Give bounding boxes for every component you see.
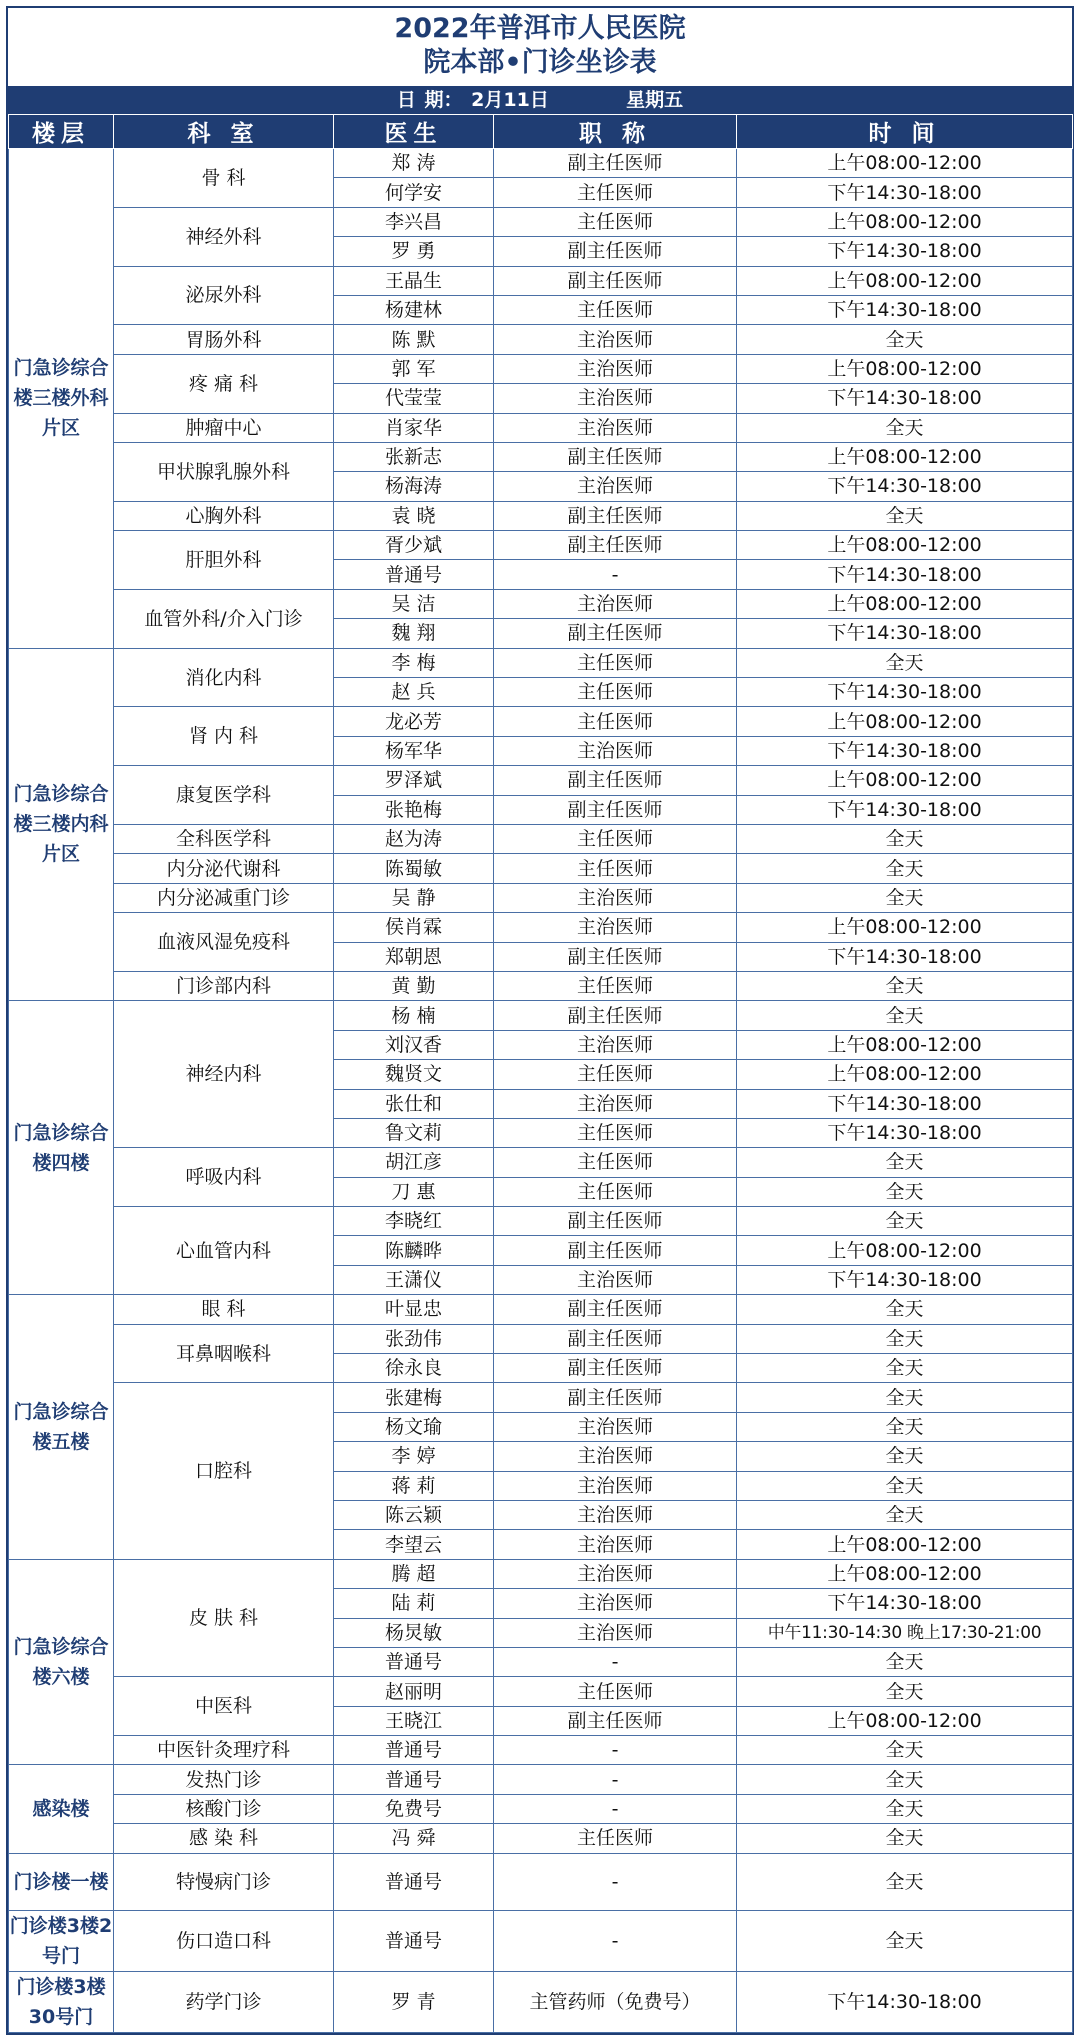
- doctor-cell: 张劲伟: [334, 1324, 494, 1353]
- time-cell: 全天: [737, 325, 1073, 354]
- doctor-cell: 王潇仪: [334, 1265, 494, 1294]
- title-cell: 副主任医师: [494, 942, 737, 971]
- title-cell: 主任医师: [494, 824, 737, 853]
- time-cell: 全天: [737, 1001, 1073, 1030]
- title-cell: 副主任医师: [494, 1236, 737, 1265]
- dept-cell: 核酸门诊: [114, 1794, 334, 1823]
- page-title: 2022年普洱市人民医院: [394, 13, 686, 44]
- title-cell: 副主任医师: [494, 149, 737, 178]
- doctor-cell: 张建梅: [334, 1383, 494, 1412]
- title-cell: 主任医师: [494, 1060, 737, 1089]
- title-cell: 主治医师: [494, 1412, 737, 1441]
- dept-cell: 康复医学科: [114, 766, 334, 825]
- weekday: 星期五: [626, 89, 684, 111]
- title-cell: 副主任医师: [494, 442, 737, 471]
- title-cell: 主任医师: [494, 178, 737, 207]
- time-cell: 全天: [737, 1824, 1073, 1853]
- doctor-cell: 普通号: [334, 1647, 494, 1676]
- time-cell: 上午08:00-12:00: [737, 531, 1073, 560]
- doctor-cell: 普通号: [334, 1765, 494, 1794]
- doctor-cell: 杨海涛: [334, 472, 494, 501]
- title-cell: 副主任医师: [494, 1383, 737, 1412]
- title-cell: -: [494, 1853, 737, 1910]
- doctor-cell: 鲁文莉: [334, 1118, 494, 1147]
- title-cell: 副主任医师: [494, 501, 737, 530]
- col-header-time: 时 间: [737, 115, 1073, 149]
- dept-cell: 耳鼻咽喉科: [114, 1324, 334, 1383]
- doctor-cell: 杨炅敏: [334, 1618, 494, 1647]
- title-cell: 副主任医师: [494, 1295, 737, 1324]
- title-cell: 副主任医师: [494, 795, 737, 824]
- title-cell: 主治医师: [494, 1500, 737, 1529]
- time-cell: 全天: [737, 413, 1073, 442]
- table-row: [9, 1677, 1073, 1706]
- time-cell: 全天: [737, 854, 1073, 883]
- doctor-cell: 王晓江: [334, 1706, 494, 1735]
- dept-cell: 中医针灸理疗科: [114, 1736, 334, 1765]
- title-cell: 副主任医师: [494, 1207, 737, 1236]
- table-row: [9, 501, 1073, 530]
- schedule-sheet: [6, 6, 1074, 2035]
- time-cell: 全天: [737, 1442, 1073, 1471]
- doctor-cell: 腾 超: [334, 1559, 494, 1588]
- title-cell: 主治医师: [494, 413, 737, 442]
- dept-cell: 伤口造口科: [114, 1910, 334, 1971]
- page-subtitle: 院本部•门诊坐诊表: [423, 47, 657, 78]
- floor-cell: 门急诊综合楼三楼外科片区: [9, 149, 114, 649]
- dept-cell: 甲状腺乳腺外科: [114, 442, 334, 501]
- doctor-cell: 普通号: [334, 1910, 494, 1971]
- time-cell: 全天: [737, 648, 1073, 677]
- title-cell: -: [494, 1736, 737, 1765]
- dept-cell: 全科医学科: [114, 824, 334, 853]
- dept-cell: 神经外科: [114, 207, 334, 266]
- table-row: [9, 1148, 1073, 1177]
- title-cell: 主治医师: [494, 913, 737, 942]
- title-cell: 主治医师: [494, 1089, 737, 1118]
- time-cell: 全天: [737, 1148, 1073, 1177]
- doctor-cell: 黄 勤: [334, 971, 494, 1000]
- dept-cell: 疼 痛 科: [114, 354, 334, 413]
- time-cell: 下午14:30-18:00: [737, 736, 1073, 765]
- table-row: [9, 883, 1073, 912]
- table-row: [9, 913, 1073, 942]
- doctor-cell: 普通号: [334, 1736, 494, 1765]
- doctor-cell: 袁 晓: [334, 501, 494, 530]
- doctor-cell: 普通号: [334, 1853, 494, 1910]
- table-row: [9, 1765, 1073, 1794]
- time-cell: 下午14:30-18:00: [737, 560, 1073, 589]
- time-cell: 全天: [737, 1207, 1073, 1236]
- doctor-cell: 赵 兵: [334, 678, 494, 707]
- time-cell: 下午14:30-18:00: [737, 178, 1073, 207]
- title-cell: 主治医师: [494, 384, 737, 413]
- time-cell: 下午14:30-18:00: [737, 472, 1073, 501]
- time-cell: 上午08:00-12:00: [737, 1530, 1073, 1559]
- floor-cell: 门急诊综合楼六楼: [9, 1559, 114, 1765]
- doctor-cell: 刀 惠: [334, 1177, 494, 1206]
- dept-cell: 呼吸内科: [114, 1148, 334, 1207]
- doctor-cell: 胥少斌: [334, 531, 494, 560]
- title-cell: 主治医师: [494, 589, 737, 618]
- table-row: [9, 1853, 1073, 1910]
- title-cell: 主治医师: [494, 354, 737, 383]
- dept-cell: 骨 科: [114, 149, 334, 208]
- table-row: [9, 1324, 1073, 1353]
- table-row: [9, 648, 1073, 677]
- table-row: [9, 1824, 1073, 1853]
- doctor-cell: 普通号: [334, 560, 494, 589]
- title-cell: 主治医师: [494, 472, 737, 501]
- doctor-cell: 冯 舜: [334, 1824, 494, 1853]
- time-cell: 上午08:00-12:00: [737, 1030, 1073, 1059]
- doctor-cell: 郑 涛: [334, 149, 494, 178]
- doctor-cell: 何学安: [334, 178, 494, 207]
- doctor-cell: 侯肖霖: [334, 913, 494, 942]
- title-cell: 主任医师: [494, 648, 737, 677]
- dept-cell: 感 染 科: [114, 1824, 334, 1853]
- schedule-table: [8, 114, 1073, 2033]
- time-cell: 下午14:30-18:00: [737, 1089, 1073, 1118]
- floor-cell: 门急诊综合楼四楼: [9, 1001, 114, 1295]
- doctor-cell: 李兴昌: [334, 207, 494, 236]
- title-cell: 副主任医师: [494, 1324, 737, 1353]
- dept-cell: 心血管内科: [114, 1207, 334, 1295]
- title-cell: 主治医师: [494, 1471, 737, 1500]
- dept-cell: 消化内科: [114, 648, 334, 707]
- doctor-cell: 陈蜀敏: [334, 854, 494, 883]
- doctor-cell: 杨军华: [334, 736, 494, 765]
- schedule-body: [9, 149, 1073, 2033]
- doctor-cell: 李望云: [334, 1530, 494, 1559]
- dept-cell: 特慢病门诊: [114, 1853, 334, 1910]
- table-row: [9, 1001, 1073, 1030]
- floor-cell: 门诊楼3楼30号门: [9, 1971, 114, 2032]
- dept-cell: 药学门诊: [114, 1971, 334, 2032]
- title-cell: 副主任医师: [494, 1001, 737, 1030]
- time-cell: 全天: [737, 1910, 1073, 1971]
- doctor-cell: 魏贤文: [334, 1060, 494, 1089]
- doctor-cell: 杨建林: [334, 295, 494, 324]
- time-cell: 全天: [737, 1647, 1073, 1676]
- dept-cell: 肿瘤中心: [114, 413, 334, 442]
- doctor-cell: 王晶生: [334, 266, 494, 295]
- title-cell: -: [494, 560, 737, 589]
- doctor-cell: 刘汉香: [334, 1030, 494, 1059]
- time-cell: 下午14:30-18:00: [737, 237, 1073, 266]
- title-cell: 主治医师: [494, 1559, 737, 1588]
- title-cell: 主任医师: [494, 295, 737, 324]
- doctor-cell: 赵丽明: [334, 1677, 494, 1706]
- title-cell: 副主任医师: [494, 766, 737, 795]
- table-row: [9, 1736, 1073, 1765]
- title-cell: 副主任医师: [494, 619, 737, 648]
- dept-cell: 肾 内 科: [114, 707, 334, 766]
- table-row: [9, 971, 1073, 1000]
- table-row: [9, 1383, 1073, 1412]
- dept-cell: 门诊部内科: [114, 971, 334, 1000]
- table-row: [9, 354, 1073, 383]
- title-cell: 主任医师: [494, 707, 737, 736]
- title-cell: 主治医师: [494, 883, 737, 912]
- title-cell: 副主任医师: [494, 531, 737, 560]
- doctor-cell: 代莹莹: [334, 384, 494, 413]
- time-cell: 下午14:30-18:00: [737, 1118, 1073, 1147]
- table-row: [9, 531, 1073, 560]
- col-header-dept: 科 室: [114, 115, 334, 149]
- time-cell: 上午08:00-12:00: [737, 354, 1073, 383]
- title-cell: 主任医师: [494, 854, 737, 883]
- title-cell: 副主任医师: [494, 266, 737, 295]
- time-cell: 中午11:30-14:30 晚上17:30-21:00: [737, 1618, 1073, 1647]
- dept-cell: 血管外科/介入门诊: [114, 589, 334, 648]
- title-cell: 主治医师: [494, 1530, 737, 1559]
- title-cell: 副主任医师: [494, 1354, 737, 1383]
- doctor-cell: 李 梅: [334, 648, 494, 677]
- time-cell: 全天: [737, 1324, 1073, 1353]
- time-cell: 上午08:00-12:00: [737, 913, 1073, 942]
- doctor-cell: 吴 洁: [334, 589, 494, 618]
- title-cell: -: [494, 1647, 737, 1676]
- dept-cell: 发热门诊: [114, 1765, 334, 1794]
- doctor-cell: 陈云颖: [334, 1500, 494, 1529]
- doctor-cell: 罗 勇: [334, 237, 494, 266]
- doctor-cell: 张新志: [334, 442, 494, 471]
- time-cell: 全天: [737, 1765, 1073, 1794]
- date-bar: [8, 86, 1072, 114]
- doctor-cell: 郭 军: [334, 354, 494, 383]
- date-label: 日 期：: [396, 89, 463, 111]
- title-cell: -: [494, 1910, 737, 1971]
- title-cell: 主任医师: [494, 1118, 737, 1147]
- time-cell: 全天: [737, 1794, 1073, 1823]
- table-row: [9, 266, 1073, 295]
- time-cell: 下午14:30-18:00: [737, 384, 1073, 413]
- time-cell: 全天: [737, 1471, 1073, 1500]
- doctor-cell: 陈 默: [334, 325, 494, 354]
- dept-cell: 内分泌减重门诊: [114, 883, 334, 912]
- title-cell: 主治医师: [494, 1265, 737, 1294]
- time-cell: 全天: [737, 824, 1073, 853]
- doctor-cell: 赵为涛: [334, 824, 494, 853]
- time-cell: 全天: [737, 883, 1073, 912]
- time-cell: 上午08:00-12:00: [737, 207, 1073, 236]
- table-row: [9, 413, 1073, 442]
- time-cell: 上午08:00-12:00: [737, 266, 1073, 295]
- time-cell: 下午14:30-18:00: [737, 795, 1073, 824]
- col-header-doctor: 医生: [334, 115, 494, 149]
- title-cell: -: [494, 1794, 737, 1823]
- time-cell: 下午14:30-18:00: [737, 1971, 1073, 2032]
- title-cell: 主任医师: [494, 1177, 737, 1206]
- date-value: 2月11日: [471, 89, 549, 111]
- title-cell: 主任医师: [494, 678, 737, 707]
- dept-cell: 内分泌代谢科: [114, 854, 334, 883]
- dept-cell: 肝胆外科: [114, 531, 334, 590]
- title-cell: 主治医师: [494, 325, 737, 354]
- doctor-cell: 肖家华: [334, 413, 494, 442]
- title-cell: 主任医师: [494, 207, 737, 236]
- floor-cell: 门急诊综合楼五楼: [9, 1295, 114, 1560]
- time-cell: 全天: [737, 1412, 1073, 1441]
- title-cell: 主治医师: [494, 736, 737, 765]
- title-cell: 主任医师: [494, 971, 737, 1000]
- table-row: [9, 589, 1073, 618]
- header-row: [9, 115, 1073, 149]
- title-cell: 主治医师: [494, 1589, 737, 1618]
- time-cell: 全天: [737, 1853, 1073, 1910]
- doctor-cell: 罗泽斌: [334, 766, 494, 795]
- time-cell: 上午08:00-12:00: [737, 1236, 1073, 1265]
- floor-cell: 门诊楼一楼: [9, 1853, 114, 1910]
- time-cell: 上午08:00-12:00: [737, 766, 1073, 795]
- dept-cell: 泌尿外科: [114, 266, 334, 325]
- time-cell: 上午08:00-12:00: [737, 1706, 1073, 1735]
- table-row: [9, 854, 1073, 883]
- title-cell: 副主任医师: [494, 237, 737, 266]
- title-cell: 主治医师: [494, 1442, 737, 1471]
- dept-cell: 中医科: [114, 1677, 334, 1736]
- title-cell: 主治医师: [494, 1030, 737, 1059]
- title-cell: 主管药师（免费号）: [494, 1971, 737, 2032]
- time-cell: 下午14:30-18:00: [737, 1265, 1073, 1294]
- table-row: [9, 1910, 1073, 1971]
- doctor-cell: 叶显忠: [334, 1295, 494, 1324]
- doctor-cell: 张艳梅: [334, 795, 494, 824]
- time-cell: 全天: [737, 1177, 1073, 1206]
- time-cell: 上午08:00-12:00: [737, 1060, 1073, 1089]
- time-cell: 全天: [737, 1736, 1073, 1765]
- table-row: [9, 1207, 1073, 1236]
- doctor-cell: 龙必芳: [334, 707, 494, 736]
- floor-cell: 感染楼: [9, 1765, 114, 1853]
- doctor-cell: 免费号: [334, 1794, 494, 1823]
- time-cell: 全天: [737, 1295, 1073, 1324]
- table-row: [9, 1971, 1073, 2032]
- time-cell: 上午08:00-12:00: [737, 707, 1073, 736]
- doctor-cell: 魏 翔: [334, 619, 494, 648]
- doctor-cell: 李 婷: [334, 1442, 494, 1471]
- doctor-cell: 李晓红: [334, 1207, 494, 1236]
- dept-cell: 胃肠外科: [114, 325, 334, 354]
- col-header-floor: 楼层: [9, 115, 114, 149]
- doctor-cell: 陆 莉: [334, 1589, 494, 1618]
- time-cell: 上午08:00-12:00: [737, 1559, 1073, 1588]
- time-cell: 全天: [737, 501, 1073, 530]
- time-cell: 全天: [737, 1677, 1073, 1706]
- time-cell: 全天: [737, 1383, 1073, 1412]
- time-cell: 上午08:00-12:00: [737, 442, 1073, 471]
- table-row: [9, 1794, 1073, 1823]
- time-cell: 全天: [737, 1354, 1073, 1383]
- table-row: [9, 707, 1073, 736]
- time-cell: 上午08:00-12:00: [737, 589, 1073, 618]
- time-cell: 下午14:30-18:00: [737, 942, 1073, 971]
- table-row: [9, 1295, 1073, 1324]
- dept-cell: 眼 科: [114, 1295, 334, 1324]
- time-cell: 下午14:30-18:00: [737, 619, 1073, 648]
- floor-cell: 门诊楼3楼2号门: [9, 1910, 114, 1971]
- doctor-cell: 杨文瑜: [334, 1412, 494, 1441]
- doctor-cell: 徐永良: [334, 1354, 494, 1383]
- doctor-cell: 郑朝恩: [334, 942, 494, 971]
- dept-cell: 心胸外科: [114, 501, 334, 530]
- table-row: [9, 766, 1073, 795]
- table-row: [9, 1559, 1073, 1588]
- col-header-title: 职 称: [494, 115, 737, 149]
- table-row: [9, 824, 1073, 853]
- dept-cell: 神经内科: [114, 1001, 334, 1148]
- title-cell: 主任医师: [494, 1824, 737, 1853]
- doctor-cell: 胡江彦: [334, 1148, 494, 1177]
- time-cell: 下午14:30-18:00: [737, 678, 1073, 707]
- dept-cell: 口腔科: [114, 1383, 334, 1559]
- doctor-cell: 杨 楠: [334, 1001, 494, 1030]
- title-cell: 主任医师: [494, 1148, 737, 1177]
- dept-cell: 血液风湿免疫科: [114, 913, 334, 972]
- title-cell: -: [494, 1765, 737, 1794]
- title-cell: 副主任医师: [494, 1706, 737, 1735]
- table-row: [9, 325, 1073, 354]
- doctor-cell: 吴 静: [334, 883, 494, 912]
- time-cell: 下午14:30-18:00: [737, 1589, 1073, 1618]
- time-cell: 下午14:30-18:00: [737, 295, 1073, 324]
- floor-cell: 门急诊综合楼三楼内科片区: [9, 648, 114, 1001]
- table-row: [9, 442, 1073, 471]
- time-cell: 全天: [737, 971, 1073, 1000]
- title-cell: 主任医师: [494, 1677, 737, 1706]
- doctor-cell: 陈麟晔: [334, 1236, 494, 1265]
- dept-cell: 皮 肤 科: [114, 1559, 334, 1677]
- doctor-cell: 蒋 莉: [334, 1471, 494, 1500]
- table-row: [9, 149, 1073, 178]
- table-row: [9, 207, 1073, 236]
- time-cell: 全天: [737, 1500, 1073, 1529]
- title-cell: 主治医师: [494, 1618, 737, 1647]
- doctor-cell: 罗 青: [334, 1971, 494, 2032]
- time-cell: 上午08:00-12:00: [737, 149, 1073, 178]
- doctor-cell: 张仕和: [334, 1089, 494, 1118]
